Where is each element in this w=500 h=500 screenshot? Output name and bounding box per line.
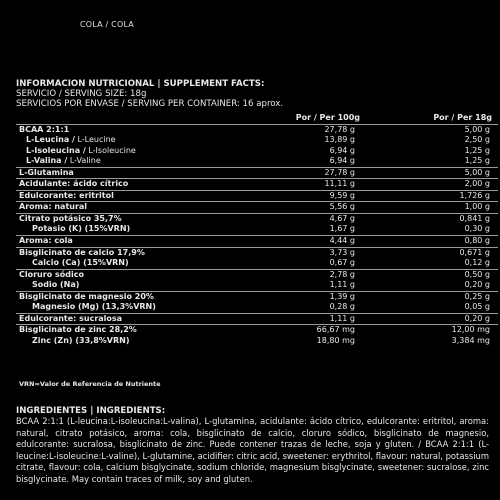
servings-per-container: SERVICIOS POR ENVASE / SERVING PER CONTAINER: 16 aprox. <box>16 99 284 109</box>
table-row <box>16 135 498 146</box>
nutrient-name: Cloruro sódico <box>19 269 84 279</box>
table-row <box>16 324 498 336</box>
value-per-100g: 1,39 g <box>329 291 355 301</box>
value-per-serving: 0,25 g <box>464 291 490 301</box>
table-row <box>16 124 498 136</box>
value-per-serving: 3,384 mg <box>451 335 490 345</box>
value-per-serving: 5,00 g <box>464 167 490 177</box>
nutrient-name: BCAA 2:1:1 <box>19 124 70 134</box>
value-per-serving: 2,00 g <box>464 179 490 189</box>
table-row <box>16 190 498 202</box>
nutrient-name: Citrato potásico 35,7% <box>19 213 122 223</box>
value-per-100g: 27,78 g <box>324 167 355 177</box>
nutrient-label <box>19 270 84 281</box>
nutrient-name: Zinc (Zn) (33,8%VRN) <box>32 335 130 345</box>
nutrient-name: Aroma: cola <box>19 236 73 246</box>
table-row <box>16 291 498 303</box>
value-per-serving: 0,20 g <box>464 280 490 290</box>
value-per-serving: 0,841 g <box>459 213 490 223</box>
value-per-serving: 2,50 g <box>464 135 490 145</box>
nutrient-label <box>19 292 154 303</box>
nutrient-label <box>19 125 69 136</box>
value-per-serving: 1,00 g <box>464 202 490 212</box>
value-per-100g: 6,94 g <box>329 145 355 155</box>
nutrient-label <box>26 135 116 146</box>
value-per-serving: 1,25 g <box>464 156 490 166</box>
value-per-100g: 0,67 g <box>329 258 355 268</box>
value-per-100g: 1,11 g <box>329 280 355 290</box>
ingredients-title: INGREDIENTES | INGREDIENTS: <box>16 406 166 416</box>
nutrient-label <box>32 302 156 313</box>
table-row <box>16 247 498 259</box>
nutrient-name: Edulcorante: eritritol <box>19 190 114 200</box>
table-row <box>16 269 498 281</box>
value-per-100g: 9,59 g <box>329 190 355 200</box>
ingredients-text: BCAA 2:1:1 (L-leucina:L-isoleucina:L-valina), L-glutamina, acidulante: ácido cítrico, edulcorante: eritritol, aroma: natural, citrato potásico, aroma: cola, bisglicinato de calcio, cloruro sódico, bisglicinato de magnesio, edulcorante: sucralosa, bisglicinato de zinc. Puede contener trazas de leche, soja y gluten. / BCAA 2:1:1 (L-leucine:L-isoleucine:L-valine), L-glutamine, acidifier: citric acid, sweetener: erythritol, flavour: natural, potassium citrate, flavour: cola, calcium bisglycinate, sodium chloride, magnesium bisglycinate, sweetener: sucralose, zinc bisglycinate. May contain traces of milk, soy and gluten. <box>16 416 489 484</box>
value-per-100g: 4,44 g <box>329 236 355 246</box>
table-body <box>16 124 498 347</box>
value-per-100g: 3,73 g <box>329 247 355 257</box>
value-per-serving: 0,12 g <box>464 258 490 268</box>
nutrient-name-en: L-Isoleucine <box>85 145 136 155</box>
nutrient-label <box>32 280 79 291</box>
nutrient-name: L-Leucina / <box>26 135 75 145</box>
nutrient-label <box>32 224 130 235</box>
value-per-serving: 1,726 g <box>459 190 490 200</box>
flavor-label: COLA / COLA <box>80 20 134 29</box>
nutrient-name: Potasio (K) (15%VRN) <box>32 224 131 234</box>
table-row <box>16 302 498 313</box>
value-per-100g: 2,78 g <box>329 269 355 279</box>
value-per-serving: 0,50 g <box>464 269 490 279</box>
table-row <box>16 146 498 157</box>
nutrient-label <box>19 179 128 190</box>
value-per-serving: 0,05 g <box>464 302 490 312</box>
table-row <box>16 167 498 179</box>
value-per-100g: 0,28 g <box>329 302 355 312</box>
vrn-footnote: VRN=Valor de Referencia de Nutriente <box>19 380 161 388</box>
value-per-serving: 0,30 g <box>464 224 490 234</box>
value-per-100g: 11,11 g <box>324 179 355 189</box>
nutrition-table <box>16 113 498 346</box>
nutrient-label <box>32 336 129 347</box>
supplement-facts-header <box>16 79 486 109</box>
nutrient-name: Bisglicinato de calcio 17,9% <box>19 247 145 257</box>
table-row <box>16 178 498 190</box>
value-per-100g: 6,94 g <box>329 156 355 166</box>
col-per-100g-header: Por / Per 100g <box>295 113 360 122</box>
nutrient-label <box>19 168 74 179</box>
col-per-serving-header: Por / Per 18g <box>433 113 492 122</box>
nutrient-name: Calcio (Ca) (15%VRN) <box>32 258 129 268</box>
nutrient-name: Magnesio (Mg) (13,3%VRN) <box>32 302 156 312</box>
nutrient-label <box>26 156 101 167</box>
table-row <box>16 336 498 347</box>
value-per-serving: 0,20 g <box>464 313 490 323</box>
value-per-100g: 27,78 g <box>324 124 355 134</box>
nutrient-name: L-Glutamina <box>19 167 74 177</box>
table-row <box>16 258 498 269</box>
value-per-serving: 5,00 g <box>464 124 490 134</box>
facts-title: INFORMACION NUTRICIONAL | SUPPLEMENT FACTS: <box>16 79 265 89</box>
nutrient-name: Sodio (Na) <box>32 280 80 290</box>
nutrient-label <box>32 258 129 269</box>
nutrient-name: Acidulante: ácido cítrico <box>19 179 129 189</box>
value-per-100g: 4,67 g <box>329 213 355 223</box>
table-row <box>16 224 498 235</box>
value-per-100g: 1,67 g <box>329 224 355 234</box>
value-per-serving: 12,00 mg <box>451 325 490 335</box>
table-row <box>16 156 498 167</box>
value-per-100g: 13,89 g <box>324 135 355 145</box>
serving-size: SERVICIO / SERVING SIZE: 18g <box>16 89 147 99</box>
nutrient-label <box>19 214 122 225</box>
nutrient-name-en: L-Valine <box>67 156 101 166</box>
table-header-row <box>16 113 498 124</box>
table-row <box>16 213 498 225</box>
nutrient-name: Edulcorante: sucralosa <box>19 313 123 323</box>
nutrient-name: L-Valina / <box>26 156 68 166</box>
table-row <box>16 313 498 325</box>
nutrient-label <box>19 191 114 202</box>
nutrient-label <box>19 314 122 325</box>
table-row <box>16 235 498 247</box>
nutrient-name-en: L-Leucine <box>74 135 116 145</box>
nutrient-name: L-Isoleucina / <box>26 145 86 155</box>
value-per-100g: 18,80 mg <box>316 335 355 345</box>
nutrient-label <box>19 325 137 336</box>
value-per-serving: 1,25 g <box>464 145 490 155</box>
nutrient-label <box>26 146 136 157</box>
nutrient-name: Bisglicinato de zinc 28,2% <box>19 325 137 335</box>
value-per-100g: 5,56 g <box>329 202 355 212</box>
table-row <box>16 201 498 213</box>
value-per-100g: 66,67 mg <box>316 325 355 335</box>
nutrient-name: Bisglicinato de magnesio 20% <box>19 291 154 301</box>
value-per-100g: 1,11 g <box>329 313 355 323</box>
nutrient-label <box>19 202 87 213</box>
value-per-serving: 0,80 g <box>464 236 490 246</box>
nutrient-name: Aroma: natural <box>19 202 88 212</box>
nutrient-label <box>19 248 145 259</box>
table-row <box>16 280 498 291</box>
nutrient-label <box>19 236 73 247</box>
value-per-serving: 0,671 g <box>459 247 490 257</box>
